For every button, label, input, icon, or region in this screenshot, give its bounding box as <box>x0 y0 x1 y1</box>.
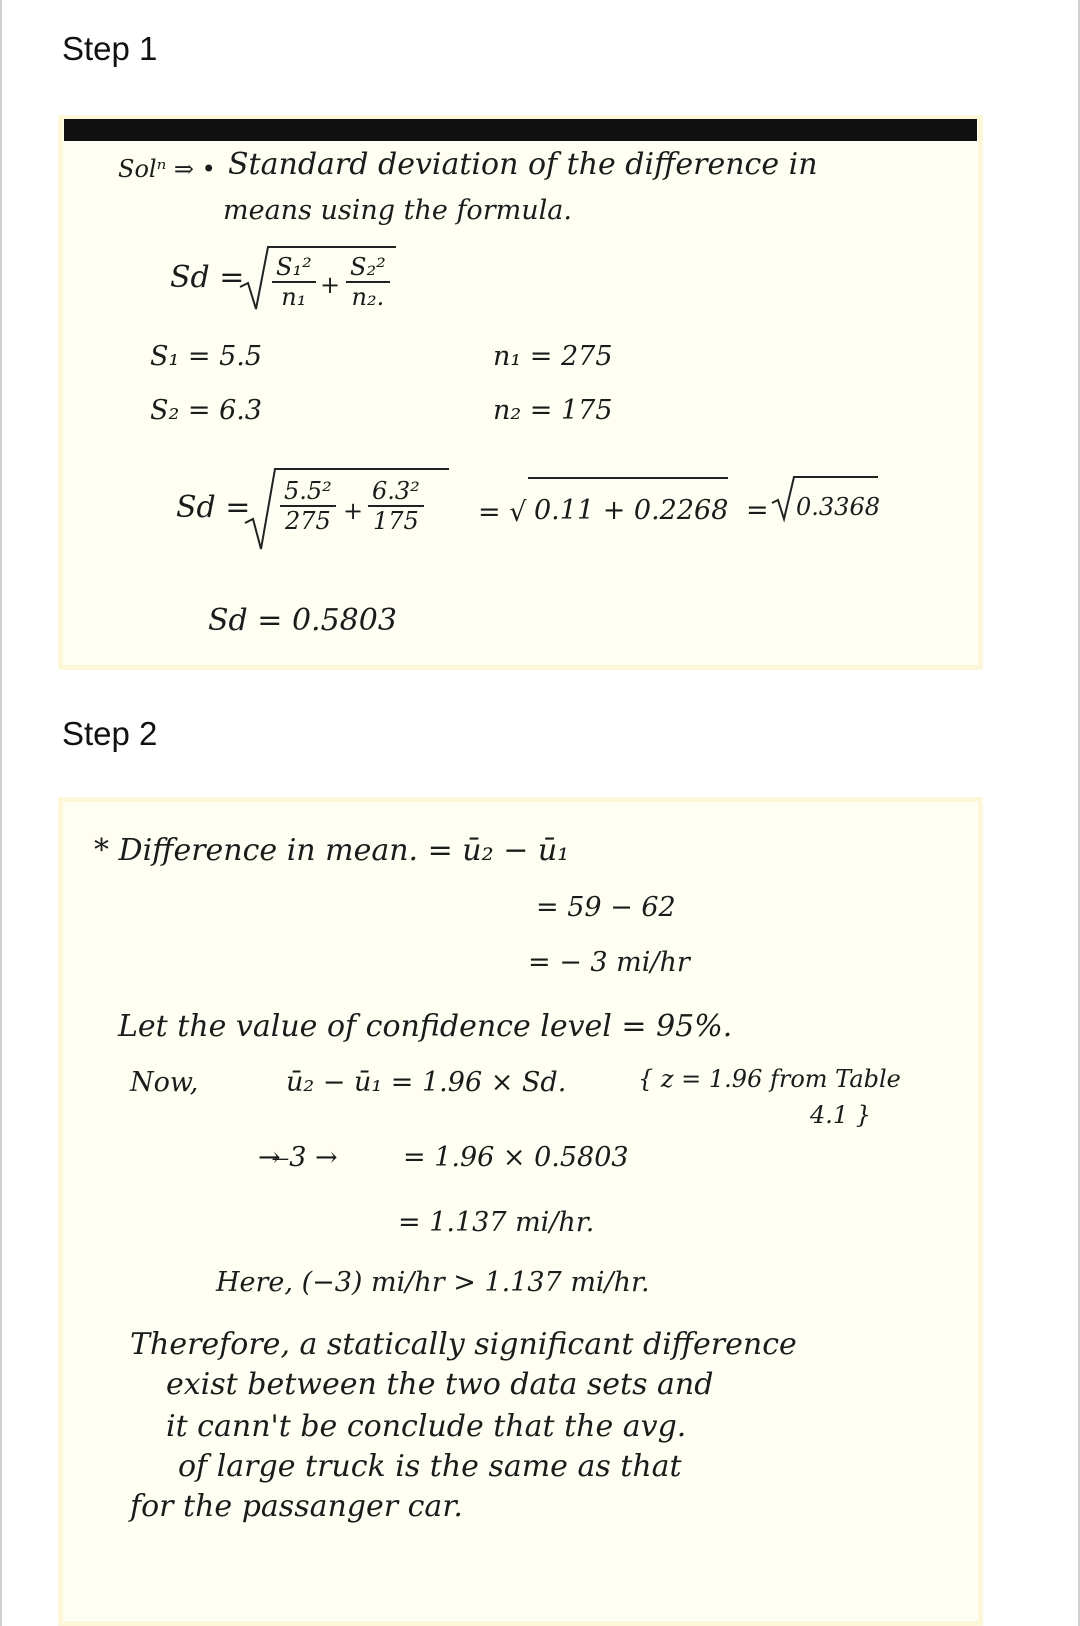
sub-fraction-1 <box>280 477 336 535</box>
formula-den-2: n₂. <box>351 283 385 311</box>
sub-lhs: Sd = <box>176 490 251 525</box>
given-n2: n₂ = 175 <box>493 395 613 426</box>
given-n1: n₁ = 275 <box>493 341 613 372</box>
sd-result: Sd = 0.5803 <box>208 603 397 638</box>
sub-num-2: 6.3² <box>368 477 424 507</box>
formula-fraction-2 <box>346 253 390 311</box>
step-1-solution-image <box>58 115 983 670</box>
heading-line-2: means using the formula. <box>223 195 572 226</box>
sub-final: 0.3368 <box>796 493 880 521</box>
left-edge <box>0 0 2 1626</box>
sub-plus: + <box>343 497 364 525</box>
formula-num-2: S₂² <box>346 253 390 283</box>
sub-num-1: 5.5² <box>280 477 336 507</box>
difference-values: = 59 − 62 <box>536 892 676 923</box>
conclusion-line-1: Therefore, a statically significant difference <box>130 1327 797 1362</box>
now-label: Now, <box>130 1067 199 1098</box>
confidence-level: Let the value of confidence level = 95%. <box>118 1009 733 1044</box>
sub-mid-equals: = √ <box>478 497 527 528</box>
conclusion-line-4: of large truck is the same as that <box>178 1449 682 1484</box>
calc-step-2: = 1.137 mi/hr. <box>398 1207 595 1238</box>
formula-num-1: S₁² <box>272 253 316 283</box>
sub-equals: = <box>746 495 769 526</box>
step-1-title: Step 1 <box>62 30 158 67</box>
sub-den-2: 175 <box>372 507 419 535</box>
image-top-bar <box>64 119 977 141</box>
step-2-title: Step 2 <box>62 715 158 752</box>
formula-fraction-1 <box>272 253 316 311</box>
z-note-line-1: { z = 1.96 from Table <box>638 1065 901 1093</box>
formula-lhs: Sd = <box>170 260 245 295</box>
solution-marker: Solⁿ ⇒ • <box>118 155 216 183</box>
difference-in-mean: * Difference in mean. = ū₂ − ū₁ <box>94 833 570 868</box>
heading-line-1: Standard deviation of the difference in <box>228 147 818 182</box>
sub-fraction-2 <box>368 477 424 535</box>
conclusion-line-3: it cann't be conclude that the avg. <box>166 1409 687 1444</box>
step-2-solution-image <box>58 797 983 1626</box>
comparison: Here, (−3) mi/hr > 1.137 mi/hr. <box>216 1267 650 1298</box>
difference-result: = − 3 mi/hr <box>528 947 690 978</box>
formula-den-1: n₁ <box>281 283 307 311</box>
sub-terms: 0.11 + 0.2268 <box>534 495 729 526</box>
conclusion-line-2: exist between the two data sets and <box>166 1367 714 1402</box>
sub-den-1: 275 <box>284 507 331 535</box>
given-s2: S₂ = 6.3 <box>150 395 263 426</box>
calc-lhs: → ̶3 → <box>258 1142 338 1173</box>
calc-step-1: = 1.96 × 0.5803 <box>403 1142 629 1173</box>
given-s1: S₁ = 5.5 <box>150 341 263 372</box>
z-note-line-2: 4.1 } <box>810 1101 872 1129</box>
formula-plus: + <box>320 271 341 299</box>
sub-terms-vinculum <box>528 477 728 479</box>
now-expression: ū₂ − ū₁ = 1.96 × Sd. <box>286 1067 567 1098</box>
conclusion-line-5: for the passanger car. <box>130 1489 463 1524</box>
